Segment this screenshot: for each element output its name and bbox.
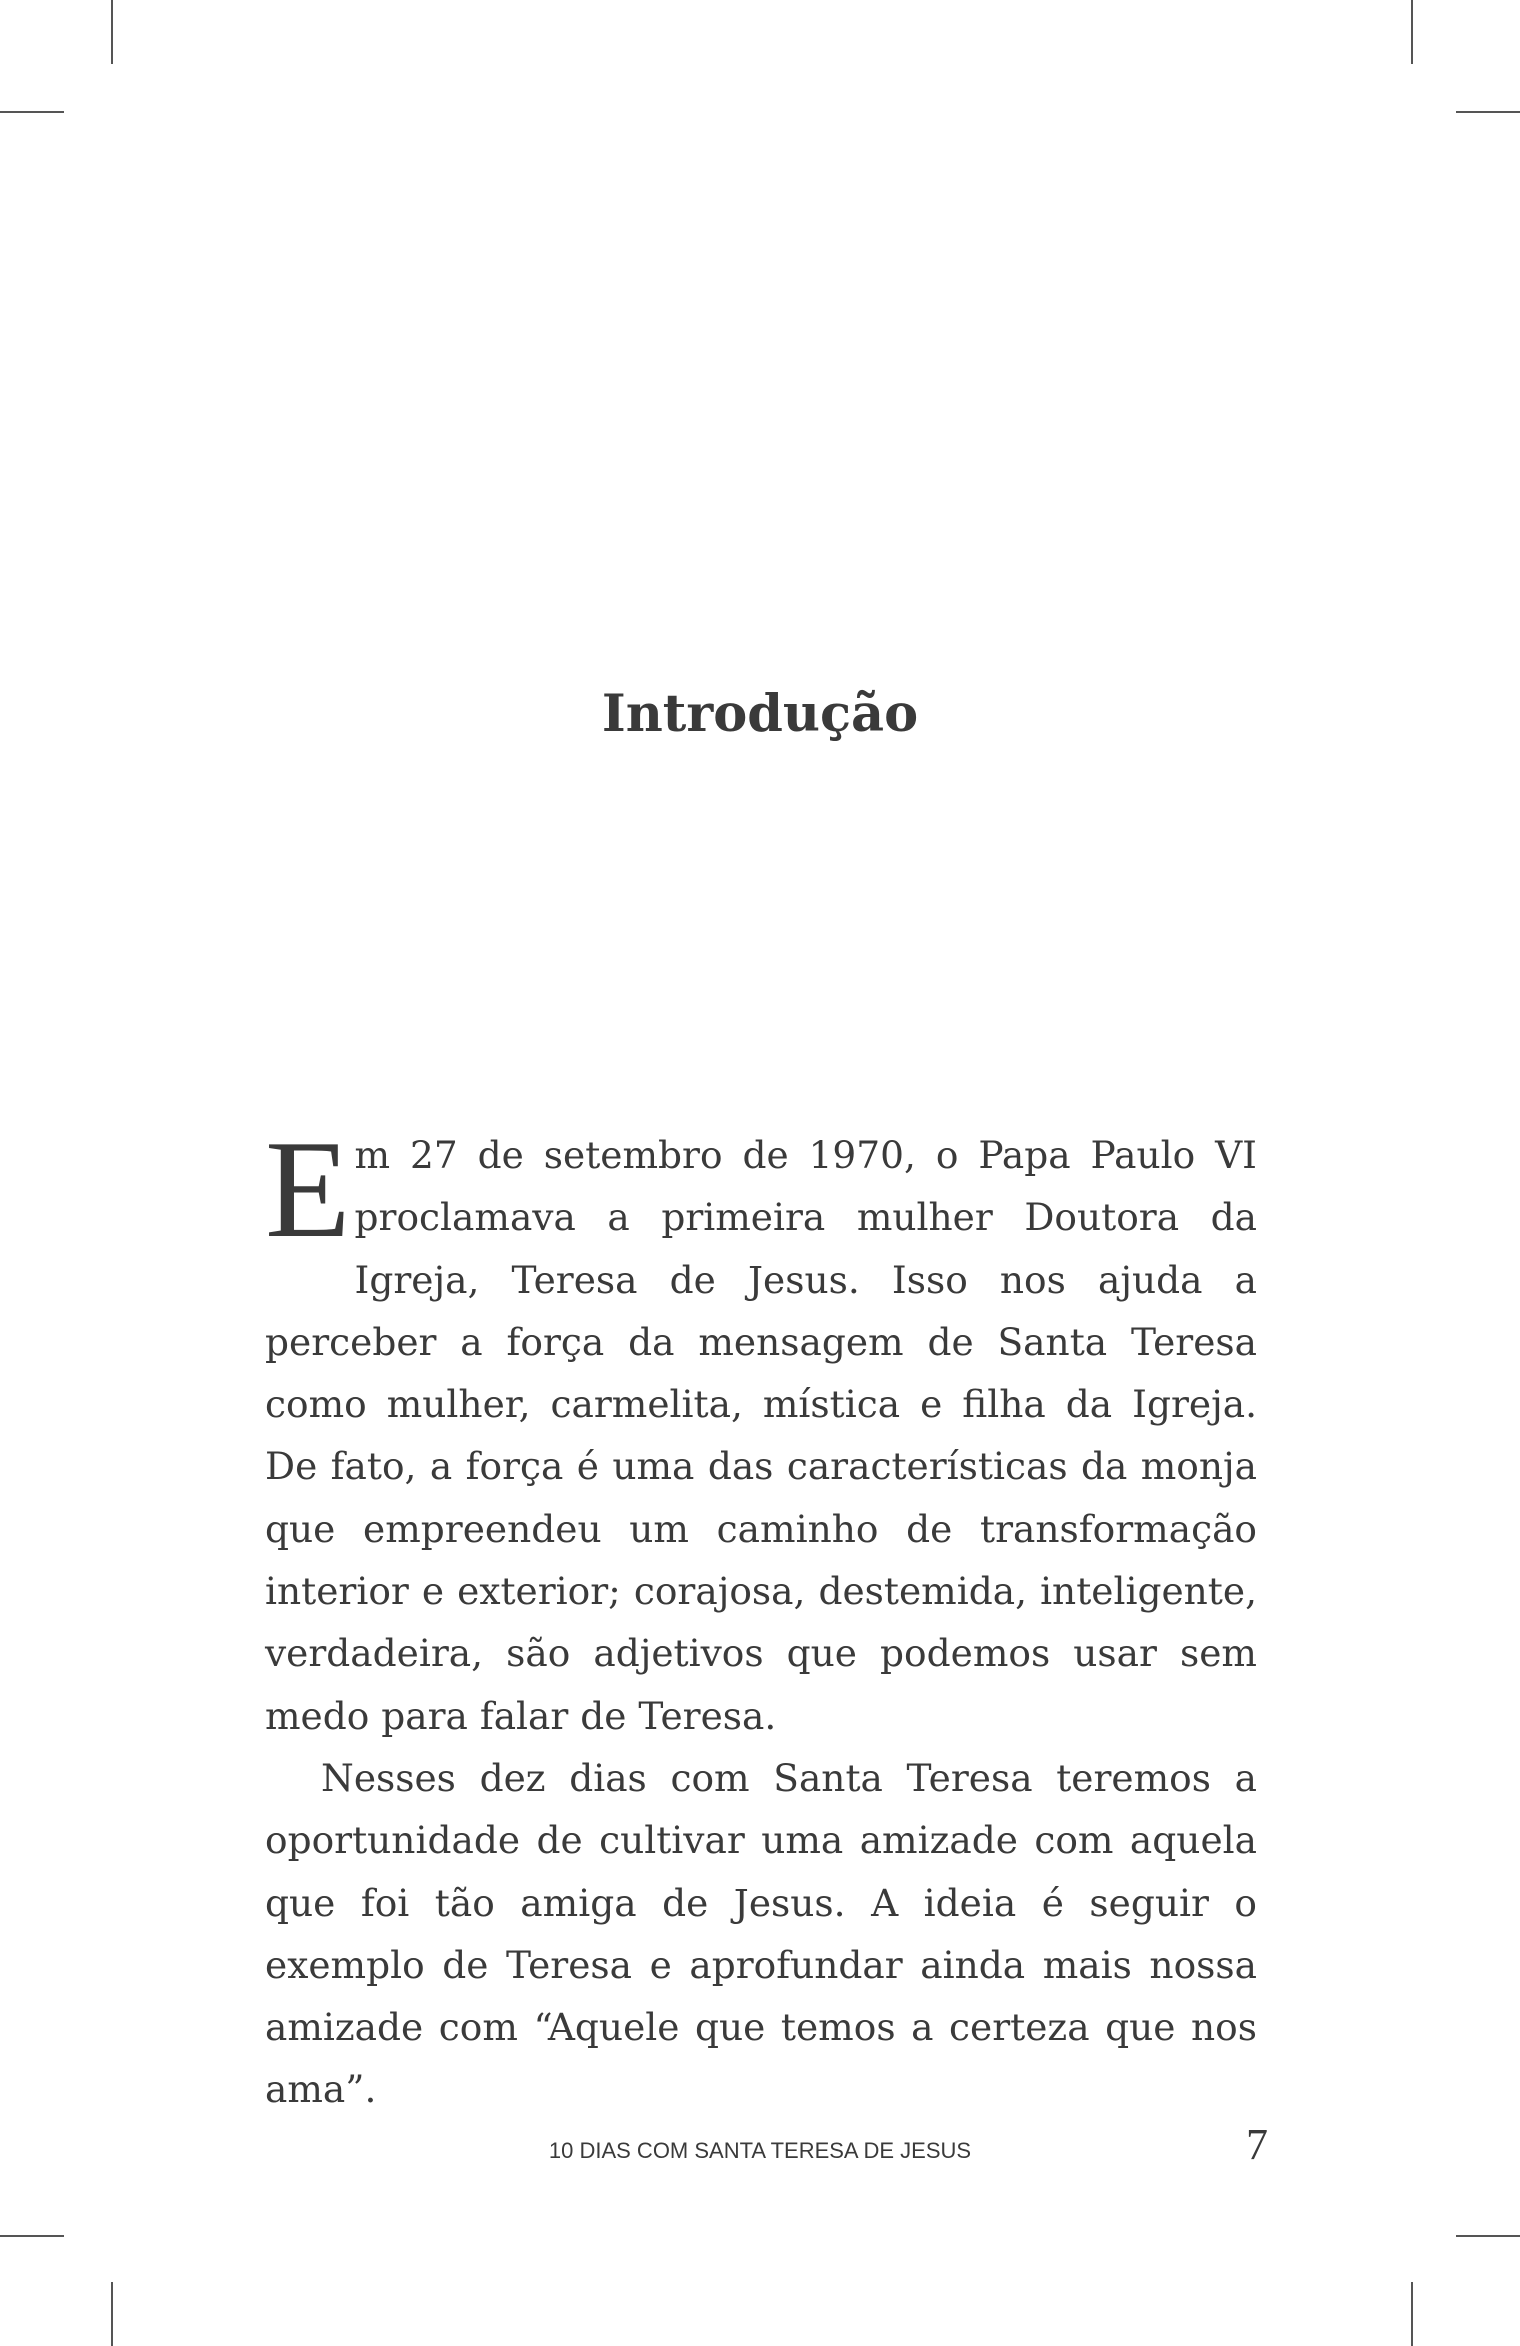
crop-mark-bottom-left-horizontal	[0, 2235, 64, 2237]
crop-mark-bottom-left-vertical	[111, 2282, 113, 2346]
crop-mark-bottom-right-vertical	[1411, 2282, 1413, 2346]
crop-mark-top-left-vertical	[111, 0, 113, 64]
crop-mark-top-right-vertical	[1411, 0, 1413, 64]
crop-mark-top-right-horizontal	[1456, 111, 1520, 113]
paragraph-1-text: m 27 de setembro de 1970, o Papa Paulo VI proclamava a primeira mulher Doutora da Igreja, Teresa de Jesus. Isso nos ajuda a perceber a força da mensagem de Santa Teresa como mulher, carmelita, mística e filha da Igreja. De fato, a força é uma das características da monja que empreendeu um caminho de transformação interior e exterior; corajosa, destemida, inteligente, verdadeira, são adjetivos que podemos usar sem medo para falar de Teresa.	[265, 1133, 1257, 1738]
paragraph-1	[265, 1112, 1257, 1747]
body-text	[265, 1112, 1257, 2121]
chapter-title: Introdução	[601, 684, 919, 745]
page-number: 7	[1246, 2120, 1268, 2169]
running-head: 10 DIAS COM SANTA TERESA DE JESUS	[548, 2138, 972, 2163]
drop-cap: E	[265, 1112, 351, 1267]
paragraph-2: Nesses dez dias com Santa Teresa teremos a oportunidade de cultivar uma amizade com aquela que foi tão amiga de Jesus. A ideia é seguir o exemplo de Teresa e aprofundar ainda mais nossa amizade com “Aquele que temos a certeza que nos ama”.	[265, 1755, 1257, 2112]
crop-mark-bottom-right-horizontal	[1456, 2235, 1520, 2237]
crop-mark-top-left-horizontal	[0, 111, 64, 113]
